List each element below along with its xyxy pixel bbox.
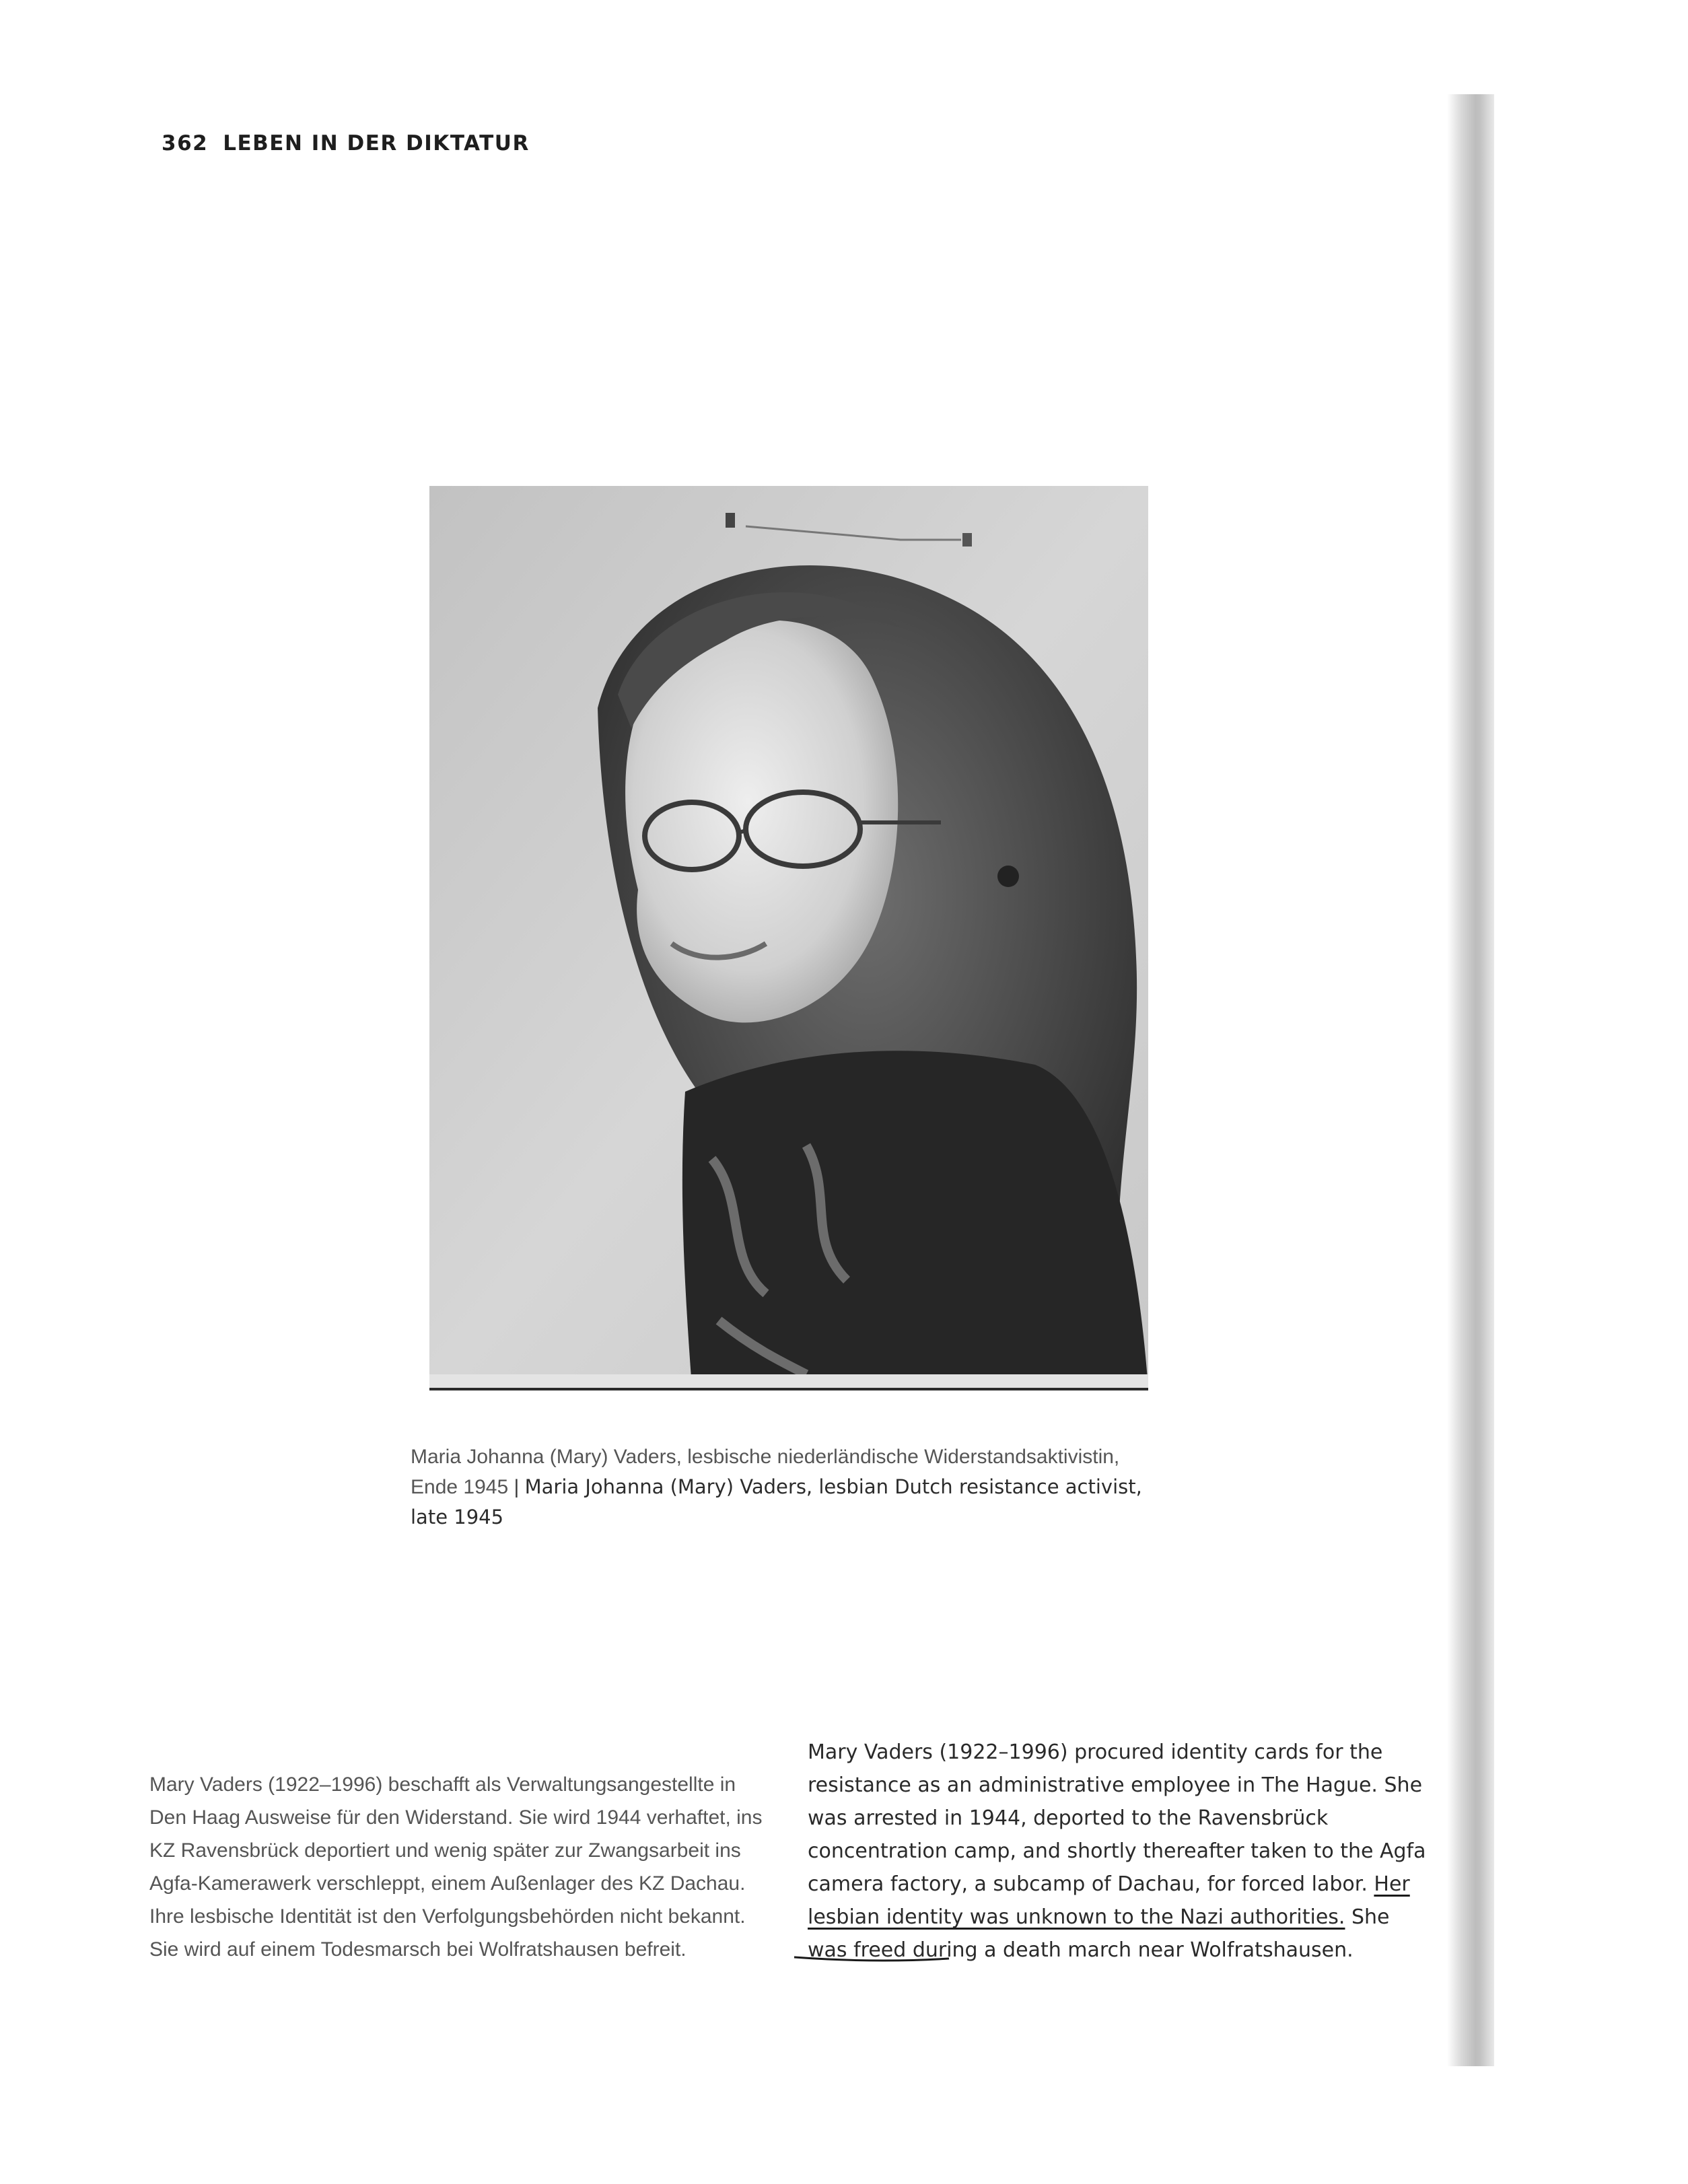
underlined-passage: Her lesbian identity was unknown to the Nazi authorities. bbox=[808, 1872, 1410, 1929]
portrait-photo-icon bbox=[429, 486, 1148, 1388]
chapter-title: LEBEN IN DER DIKTATUR bbox=[223, 131, 530, 155]
caption-german: Maria Johanna (Mary) Vaders, lesbische niederländische Widerstandsaktivistin, Ende 1945 bbox=[411, 1446, 1120, 1498]
body-text-english bbox=[808, 1736, 1434, 1967]
caption-english: Maria Johanna (Mary) Vaders, lesbian Dutch resistance activist, late 1945 bbox=[411, 1475, 1142, 1528]
caption-separator: | bbox=[508, 1476, 525, 1498]
page-number: 362 bbox=[162, 131, 209, 155]
page-edge bbox=[1481, 94, 1494, 2066]
pen-underline-mark bbox=[791, 1945, 952, 1965]
portrait-photo bbox=[429, 486, 1148, 1390]
english-text-after: She was freed during a death march near Wolfratshausen. bbox=[808, 1905, 1390, 1962]
body-text-german: Mary Vaders (1922–1996) beschafft als Verwaltungsangestellte in Den Haag Ausweise für den Widerstand. Sie wird 1944 verhaftet, ins KZ Ravensbrück deportiert und wenig später zur Zwangsarbeit ins Agfa-Kamerawerk verschleppt, einem Außenlager des KZ Dachau. Ihre lesbische Identität ist den Verfolgungsbehörden nicht bekannt. Sie wird auf einem Todesmarsch bei Wolfratshausen befreit. bbox=[149, 1773, 763, 1961]
running-header bbox=[162, 131, 530, 155]
english-text-before: Mary Vaders (1922–1996) procured identity cards for the resistance as an administrative employee in The Hague. She was arrested in 1944, deported to the Ravensbrück concentration camp, and shortly thereafter taken to the Agfa camera factory, a subcamp of Dachau, for forced labor. bbox=[808, 1740, 1426, 1896]
photo-caption bbox=[411, 1442, 1158, 1533]
